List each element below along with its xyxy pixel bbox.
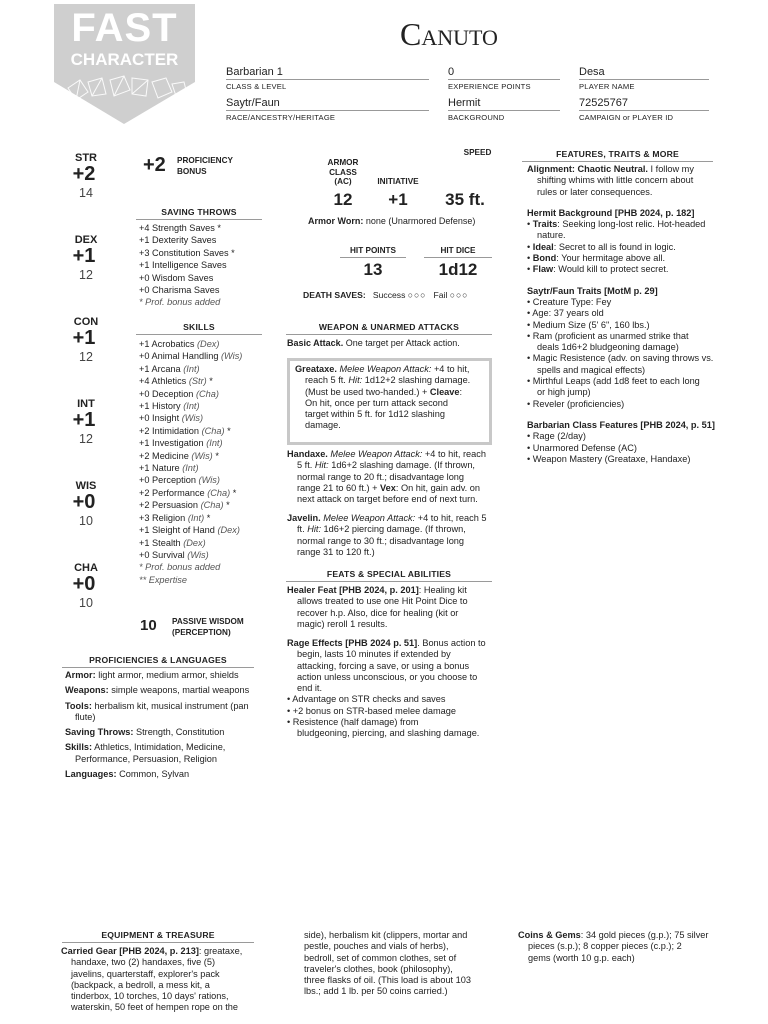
skill-name: Insight [152, 413, 180, 424]
skill-name: Sleight of Hand [152, 525, 215, 536]
text-line: gems (worth 10 g.p. each) [528, 952, 635, 963]
ability-score: 12 [79, 268, 93, 282]
skill-row [139, 425, 279, 437]
text-line: (Must be used two-handed.) + Cleave: [305, 386, 463, 397]
text-line: rules or later consequences. [537, 186, 653, 197]
feature-section-title: Barbarian Class Features [PHB 2024, p. 51] [527, 419, 715, 430]
skills-header: SKILLS [136, 322, 262, 335]
skill-row [139, 437, 279, 449]
death-saves: DEATH SAVES: Success ○○○ Fail ○○○ [303, 290, 469, 300]
text-line: 5 ft. Hit: 1d6+2 slashing damage. (If thrown, [297, 460, 475, 471]
text-line: bludgeoning, piercing, and slashing damage. [297, 728, 480, 739]
text-line: • Medium Size (5' 6", 160 lbs.) [527, 319, 650, 330]
text-line: (backpack, a bedroll, a mess kit, a [71, 979, 210, 990]
field-label: EXPERIENCE POINTS [448, 82, 531, 91]
text-line: lbs.; add 1 lb. per 50 coins carried.) [304, 986, 448, 997]
skill-mod: +4 [139, 376, 150, 387]
ability-name: CHA [74, 562, 98, 574]
fast-character-logo [54, 4, 195, 126]
armor-class-value: 12 [333, 190, 353, 209]
skill-row [139, 350, 279, 362]
hit-dice-label: HIT DICE [424, 246, 492, 258]
text-line: • Flaw: Would kill to protect secret. [527, 264, 669, 275]
skill-ability: (Wis) [181, 413, 204, 424]
saving-throw-item: +0 Charisma Saves [139, 285, 220, 296]
text-line: • Weapon Mastery (Greataxe, Handaxe) [527, 453, 691, 464]
field-label: CAMPAIGN or PLAYER ID [579, 113, 674, 122]
initiative-label: INITIATIVE [377, 177, 419, 186]
text-line: • Age: 37 years old [527, 308, 604, 319]
skill-mod: +2 [139, 425, 150, 436]
text-line: or high jump) [537, 387, 591, 398]
skill-row [139, 512, 279, 524]
ability-modifier: +1 [72, 409, 96, 431]
skill-name: Perception [152, 475, 196, 486]
field-value: Desa [579, 66, 709, 80]
text-line: Carried Gear [PHB 2024, p. 213]: greataxe, [61, 946, 243, 956]
text-line: • Creature Type: Fey [527, 296, 612, 307]
saving-throw-item: +3 Constitution Saves * [139, 247, 235, 258]
ability-modifier: +0 [72, 491, 96, 513]
field-value: 72525767 [579, 97, 709, 111]
skill-ability: (Wis) [187, 549, 209, 560]
skill-row [139, 499, 279, 511]
hit-points-value: 13 [363, 260, 383, 279]
rage-effects [287, 638, 497, 740]
text-line: • Unarmored Defense (AC) [527, 442, 637, 453]
skill-mod: +0 [139, 475, 150, 486]
basic-attack: Basic Attack. One target per Attack action. [287, 338, 460, 348]
skill-ability: (Str) [188, 376, 207, 387]
skill-row [139, 388, 279, 400]
text-line: Alignment: Chaotic Neutral. I follow my [527, 164, 694, 174]
text-line: • Bond: Your hermitage above all. [527, 253, 666, 264]
text-line: • Advantage on STR checks and saves [287, 694, 446, 705]
field-value: Barbarian 1 [226, 66, 429, 80]
field-value: 0 [448, 66, 560, 80]
handaxe-attack [287, 449, 497, 505]
proficiency-bonus-value: +2 [143, 154, 166, 176]
text-line: javelins, quarterstaff, explorer's pack [71, 968, 220, 979]
text-line: three flasks of oil. (This load is about 103 [304, 975, 471, 986]
text-line: side), herbalism kit (clippers, mortar and [304, 930, 468, 940]
field-label: PLAYER NAME [579, 82, 635, 91]
text-line: reach 5 ft. Hit: 1d12+2 slashing damage. [305, 375, 471, 386]
text-line: begin, lasts 10 minutes if extended by [297, 649, 451, 660]
skill-ability: (Int) [182, 463, 199, 474]
skill-name: Performance [152, 487, 205, 498]
logo-fast: FAST [71, 6, 178, 50]
skill-name: Athletics [151, 376, 187, 387]
skill-mod: +2 [139, 450, 150, 461]
equipment-col3 [518, 930, 728, 964]
skill-name: Intimidation [152, 425, 200, 436]
field-label: CLASS & LEVEL [226, 82, 287, 91]
text-line: end it. [297, 683, 323, 694]
proficiency-line: Performance, Persuasion, Religion [75, 753, 217, 764]
ability-name: WIS [75, 480, 97, 492]
speed-value: 35 ft. [445, 190, 485, 209]
hit-dice-value: 1d12 [438, 260, 478, 279]
skill-ability: (Wis) [221, 351, 243, 362]
field-value: Saytr/Faun [226, 97, 429, 111]
skill-proficient-mark: * [227, 425, 231, 436]
skill-ability: (Wis) [198, 475, 220, 486]
text-line: recover h.p. Also, dice for healing (kit or [297, 607, 459, 618]
saving-throw-item: +1 Dexterity Saves [139, 235, 217, 246]
skill-name: Investigation [152, 438, 204, 449]
skill-mod: +2 [139, 487, 150, 498]
text-line: deals 1d6+2 bludgeoning damage) [537, 342, 679, 353]
skill-ability: (Int) [183, 363, 200, 374]
logo-character: CHARACTER [70, 50, 179, 69]
skill-proficient-mark: * [232, 487, 237, 498]
greataxe-attack [295, 364, 485, 432]
skill-row [139, 375, 279, 387]
passive-wisdom-value: 10 [140, 617, 157, 634]
proficiency-line: Tools: herbalism kit, musical instrument (pan [65, 700, 249, 711]
death-fail-circles[interactable]: ○○○ [449, 290, 469, 300]
skills-expertise-note: ** Expertise [139, 574, 188, 585]
skill-name: Acrobatics [151, 339, 195, 349]
skill-mod: +1 [139, 438, 150, 449]
text-line: • Resistence (half damage) from [287, 717, 419, 728]
text-line: next attack on target before end of next turn. [297, 494, 478, 505]
ability-name: INT [77, 398, 95, 410]
skill-name: Deception [152, 388, 194, 399]
text-line: action unless unconscious, or you choose to [297, 671, 478, 682]
saves-note: * Prof. bonus added [139, 297, 221, 308]
text-line: pestle, pouches and vials of herbs), [304, 941, 449, 952]
skill-row [139, 450, 279, 462]
skill-ability: (Int) [206, 438, 223, 449]
text-line: pieces (s.p.); 8 copper pieces (c.p.); 2 [528, 941, 682, 952]
passive-wisdom-label: PASSIVE WISDOM (PERCEPTION) [172, 617, 244, 637]
skill-row [139, 462, 279, 474]
skill-ability: (Dex) [197, 339, 220, 349]
text-line: shifting whims with little concern about [537, 175, 694, 186]
text-line: • Magic Resistence (adv. on saving throws vs. [527, 353, 714, 364]
proficiencies-header: PROFICIENCIES & LANGUAGES [62, 655, 254, 668]
hit-points-label: HIT POINTS [340, 246, 406, 258]
skill-mod: +1 [139, 463, 150, 474]
text-line: allows treated to use one Hit Point Dice to [297, 596, 468, 607]
skill-name: History [152, 401, 181, 412]
text-line: normal range to 20 ft.; disadvantage long [297, 471, 465, 482]
skill-name: Animal Handling [151, 351, 219, 362]
text-line: tinderbox, 10 torches, 10 days' rations, [71, 991, 229, 1002]
skill-row [139, 524, 279, 536]
skill-ability: (Cha) [200, 500, 224, 511]
proficiency-line: Saving Throws: Strength, Constitution [65, 727, 225, 738]
skill-name: Survival [152, 549, 185, 560]
initiative-value: +1 [388, 190, 408, 209]
skill-ability: (Cha) [195, 388, 219, 399]
skill-name: Nature [152, 463, 180, 474]
javelin-attack [287, 513, 497, 558]
skill-mod: +2 [139, 500, 150, 511]
text-line: Handaxe. Melee Weapon Attack: +4 to hit, reach [287, 449, 486, 459]
skill-row [139, 474, 279, 486]
skill-mod: +0 [139, 549, 150, 560]
text-line: attacking, forcing a save, or using a bonus [297, 660, 470, 671]
skill-proficient-mark: * [209, 376, 213, 387]
text-line: • +2 bonus on STR-based melee damage [287, 705, 456, 716]
text-line: magic) reroll 1 results. [297, 618, 388, 629]
skill-proficient-mark: * [215, 450, 219, 461]
text-line: bedroll, set of common clothes, set of [304, 952, 457, 963]
text-line: nature. [537, 230, 566, 241]
skill-ability: (Dex) [217, 525, 240, 536]
text-line: traveler's clothes, book (philosophy), [304, 963, 453, 974]
proficiency-line: Armor: light armor, medium armor, shields [65, 670, 239, 680]
ability-name: CON [73, 316, 99, 328]
skill-ability: (Int) [187, 512, 205, 523]
text-line: ft. Hit: 1d6+2 piercing damage. (If thrown, [297, 524, 466, 535]
skill-mod: +3 [139, 512, 150, 523]
skill-mod: +0 [139, 388, 150, 399]
field-value: Hermit [448, 97, 560, 111]
skill-mod: +1 [139, 363, 150, 374]
proficiency-line: Languages: Common, Sylvan [65, 769, 190, 780]
skill-mod: +0 [139, 351, 150, 362]
proficiencies-text [65, 670, 265, 780]
skill-name: Stealth [152, 537, 181, 548]
field-label: RACE/ANCESTRY/HERITAGE [226, 113, 336, 122]
skill-mod: +1 [139, 525, 150, 536]
text-line: target within 5 ft. for 1d12 slashing [305, 409, 445, 420]
healer-feat [287, 585, 497, 630]
skill-ability: (Cha) [207, 487, 231, 498]
speed-label: SPEED [463, 148, 492, 157]
text-line: On hit, once per turn attack second [305, 397, 448, 408]
ability-modifier: +1 [72, 327, 96, 349]
text-line: Healer Feat [PHB 2024, p. 201]: Healing kit [287, 585, 467, 595]
text-line: damage. [305, 420, 341, 431]
proficiency-line: Skills: Athletics, Intimidation, Medicine, [65, 742, 226, 753]
feature-section-title: Hermit Background [PHB 2024, p. 182] [527, 207, 695, 218]
skills-note: * Prof. bonus added [139, 562, 221, 573]
text-line: Greataxe. Melee Weapon Attack: +4 to hit, [295, 364, 470, 374]
equipment-col1 [61, 946, 271, 1014]
saving-throw-item: +0 Wisdom Saves [139, 272, 214, 283]
ability-name: DEX [74, 234, 98, 246]
ability-modifier: +0 [72, 573, 96, 595]
text-line: Rage Effects [PHB 2024 p. 51]. Bonus action to [287, 638, 486, 648]
proficiency-bonus-label: PROFICIENCY BONUS [177, 156, 233, 176]
text-line: range 21 to 60 ft.) + Vex: On hit, gain adv. on [297, 482, 480, 493]
proficiency-line: flute) [75, 711, 96, 722]
feats-header: FEATS & SPECIAL ABILITIES [286, 569, 492, 582]
skill-ability: (Cha) [201, 425, 225, 436]
skill-name: Religion [152, 512, 186, 523]
skill-ability: (Int) [183, 401, 200, 412]
saving-throws-list [139, 222, 269, 309]
ability-modifier: +2 [72, 163, 96, 185]
ability-score: 10 [79, 514, 93, 528]
saving-throw-item: +1 Intelligence Saves [139, 260, 227, 271]
features-text [527, 164, 727, 465]
saving-throws-header: SAVING THROWS [136, 207, 262, 220]
skill-row [139, 549, 279, 561]
ac-label: ARMOR CLASS (AC) [327, 158, 359, 186]
ability-score: 12 [79, 432, 93, 446]
text-line: Javelin. Melee Weapon Attack: +4 to hit, reach 5 [287, 513, 487, 523]
skill-name: Arcana [151, 363, 181, 374]
equipment-header: EQUIPMENT & TREASURE [62, 930, 254, 943]
skill-name: Medicine [152, 450, 189, 461]
features-header: FEATURES, TRAITS & MORE [522, 149, 713, 162]
skill-proficient-mark: * [206, 512, 211, 523]
text-line: spells and magical effects) [537, 364, 646, 375]
skill-name: Persuasion [152, 500, 199, 511]
ability-name: STR [75, 152, 97, 164]
text-line: • Reveler (proficiencies) [527, 398, 625, 409]
attacks-header: WEAPON & UNARMED ATTACKS [286, 322, 492, 335]
skill-row [139, 487, 279, 499]
feature-section-title: Saytr/Faun Traits [MotM p. 29] [527, 285, 658, 296]
skill-row [139, 338, 279, 350]
skill-mod: +1 [139, 339, 150, 349]
text-line: range 31 to 120 ft.) [297, 546, 375, 557]
skill-proficient-mark: * [226, 500, 230, 511]
text-line: Coins & Gems: 34 gold pieces (g.p.); 75 silver [518, 930, 709, 940]
proficiency-line: Weapons: simple weapons, martial weapons [65, 685, 250, 696]
skill-ability: (Wis) [191, 450, 213, 461]
text-line: • Ideal: Secret to all is found in logic. [527, 241, 676, 252]
text-line: normal range to 30 ft.; disadvantage long [297, 535, 465, 546]
ability-score: 14 [79, 186, 93, 200]
skill-row [139, 412, 279, 424]
field-label: BACKGROUND [448, 113, 505, 122]
skill-ability: (Dex) [183, 537, 206, 548]
skill-mod: +1 [139, 537, 150, 548]
skill-row [139, 537, 279, 549]
ability-modifier: +1 [72, 245, 96, 267]
equipment-col2 [304, 930, 504, 998]
armor-worn: Armor Worn: none (Unarmored Defense) [308, 216, 476, 226]
ability-score: 12 [79, 350, 93, 364]
character-name: Canuto [400, 16, 498, 52]
text-line: waterskin, 50 feet of hempen rope on the [71, 1002, 239, 1013]
skill-mod: +0 [139, 413, 150, 424]
text-line: • Rage (2/day) [527, 431, 586, 442]
text-line: handaxe, two (2) handaxes, five (5) [71, 957, 216, 968]
text-line: • Ram (proficient as unarmed strike that [527, 330, 689, 341]
death-success-circles[interactable]: ○○○ [407, 290, 427, 300]
ability-score: 10 [79, 596, 93, 610]
skills-list [139, 338, 279, 586]
skill-row [139, 363, 279, 375]
skill-row [139, 400, 279, 412]
text-line: • Traits: Seeking long-lost relic. Hot-headed [527, 219, 706, 230]
text-line: • Mirthful Leaps (add 1d8 feet to each long [527, 376, 700, 387]
saving-throw-item: +4 Strength Saves * [139, 223, 221, 233]
skill-mod: +1 [139, 401, 150, 412]
